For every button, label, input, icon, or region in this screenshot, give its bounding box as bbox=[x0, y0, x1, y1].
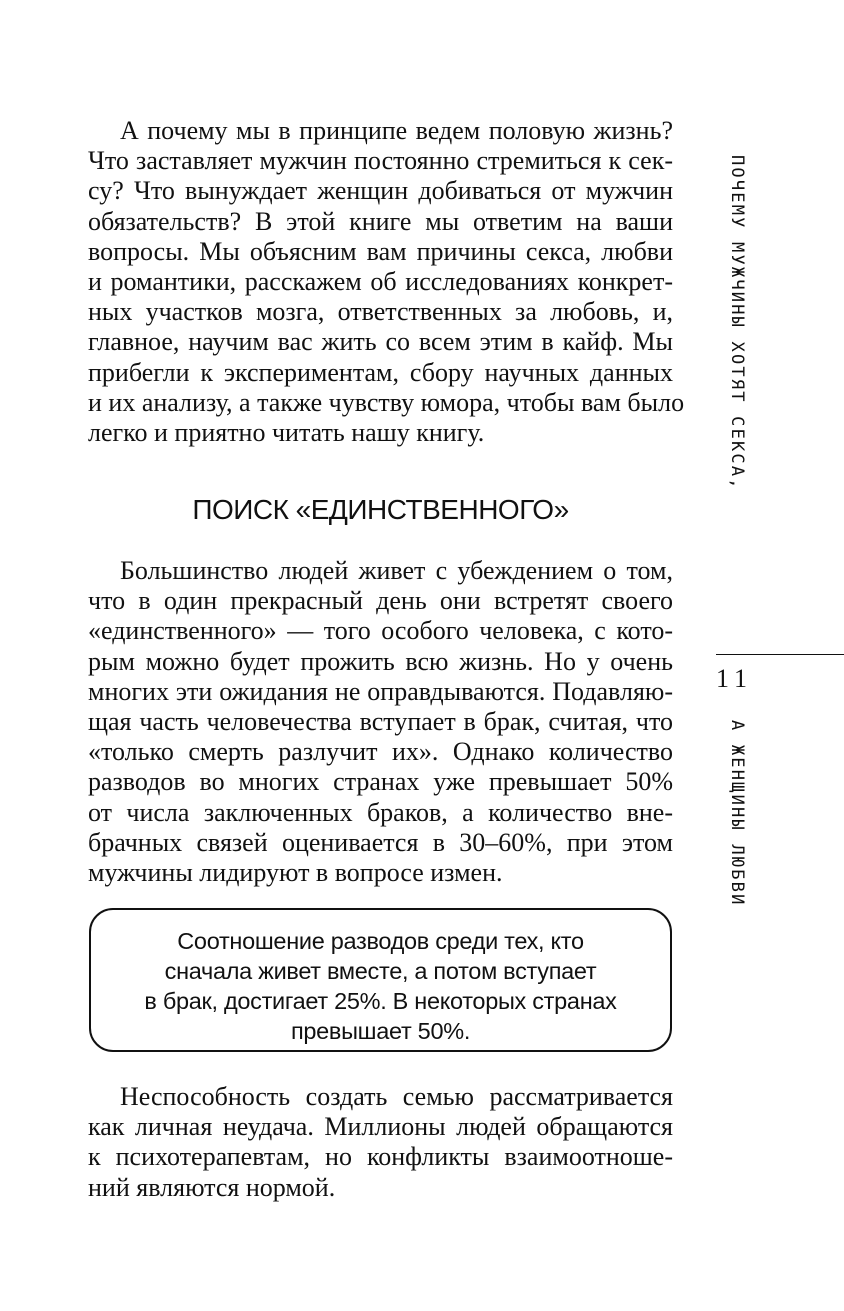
callout-box bbox=[89, 908, 672, 1052]
text-line: мужчины лидируют в вопросе измен. bbox=[88, 858, 503, 888]
callout-line: сначала живет вместе, а потом вступает bbox=[164, 958, 597, 984]
text-line: рым можно будет прожить всю жизнь. Но у очень bbox=[88, 646, 673, 676]
text-line: «только смерть разлучит их». Однако количество bbox=[88, 737, 673, 767]
running-subtitle: А ЖЕНЩИНЫ ЛЮБВИ bbox=[727, 720, 747, 907]
text-line: от числа заключенных браков, а количество вне- bbox=[88, 797, 673, 827]
text-line: прибегли к экспериментам, сбору научных данных bbox=[88, 357, 673, 387]
section-heading: ПОИСК «ЕДИНСТВЕННОГО» bbox=[192, 494, 569, 525]
text-line: легко и приятно читать нашу книгу. bbox=[88, 418, 485, 448]
text-line: брачных связей оценивается в 30–60%, при этом bbox=[88, 827, 673, 857]
callout-text bbox=[91, 926, 670, 1046]
text-line: что в один прекрасный день они встретят своего bbox=[88, 586, 673, 616]
text-line: обязательств? В этой книге мы ответим на ваши bbox=[88, 206, 673, 236]
paragraph-search bbox=[88, 556, 673, 888]
text-line: к психотерапевтам, но конфликты взаимоотноше- bbox=[88, 1142, 673, 1172]
paragraph-intro bbox=[88, 116, 685, 448]
paragraph-conclusion bbox=[88, 1082, 673, 1203]
text-line: ний являются нормой. bbox=[88, 1172, 336, 1202]
callout-line: Соотношение разводов среди тех, кто bbox=[177, 928, 584, 954]
text-line: Большинство людей живет с убеждением о том, bbox=[120, 556, 673, 585]
text-line: «единственного» — того особого человека, с кото- bbox=[88, 616, 673, 646]
text-line: Что заставляет мужчин постоянно стремиться к сек- bbox=[88, 146, 673, 176]
text-line: многих эти ожидания не оправдываются. Подавляю- bbox=[88, 676, 673, 706]
page-number: 11 bbox=[716, 664, 754, 693]
text-line: А почему мы в принципе ведем половую жизнь? bbox=[120, 116, 673, 145]
callout-line: превышает 50%. bbox=[290, 1018, 471, 1044]
text-line: щая часть человечества вступает в брак, считая, что bbox=[88, 707, 673, 737]
margin-rule bbox=[716, 654, 844, 655]
text-line: ных участков мозга, ответственных за любовь, и, bbox=[88, 297, 673, 327]
text-line: су? Что вынуждает женщин добиваться от мужчин bbox=[88, 176, 673, 206]
text-line: и их анализу, а также чувству юмора, чтобы вам было bbox=[88, 387, 685, 417]
text-line: и романтики, расскажем об исследованиях конкрет- bbox=[88, 267, 673, 297]
text-line: главное, научим вас жить со всем этим в кайф. Мы bbox=[88, 327, 673, 357]
text-line: как личная неудача. Миллионы людей обращаются bbox=[88, 1112, 673, 1142]
text-line: Неспособность создать семью рассматривается bbox=[120, 1082, 673, 1111]
running-title: ПОЧЕМУ МУЖЧИНЫ ХОТЯТ СЕКСА, bbox=[727, 155, 747, 491]
text-line: вопросы. Мы объясним вам причины секса, любви bbox=[88, 236, 673, 266]
callout-line: в брак, достигает 25%. В некоторых странах bbox=[144, 988, 617, 1014]
text-line: разводов во многих странах уже превышает 50% bbox=[88, 767, 673, 797]
